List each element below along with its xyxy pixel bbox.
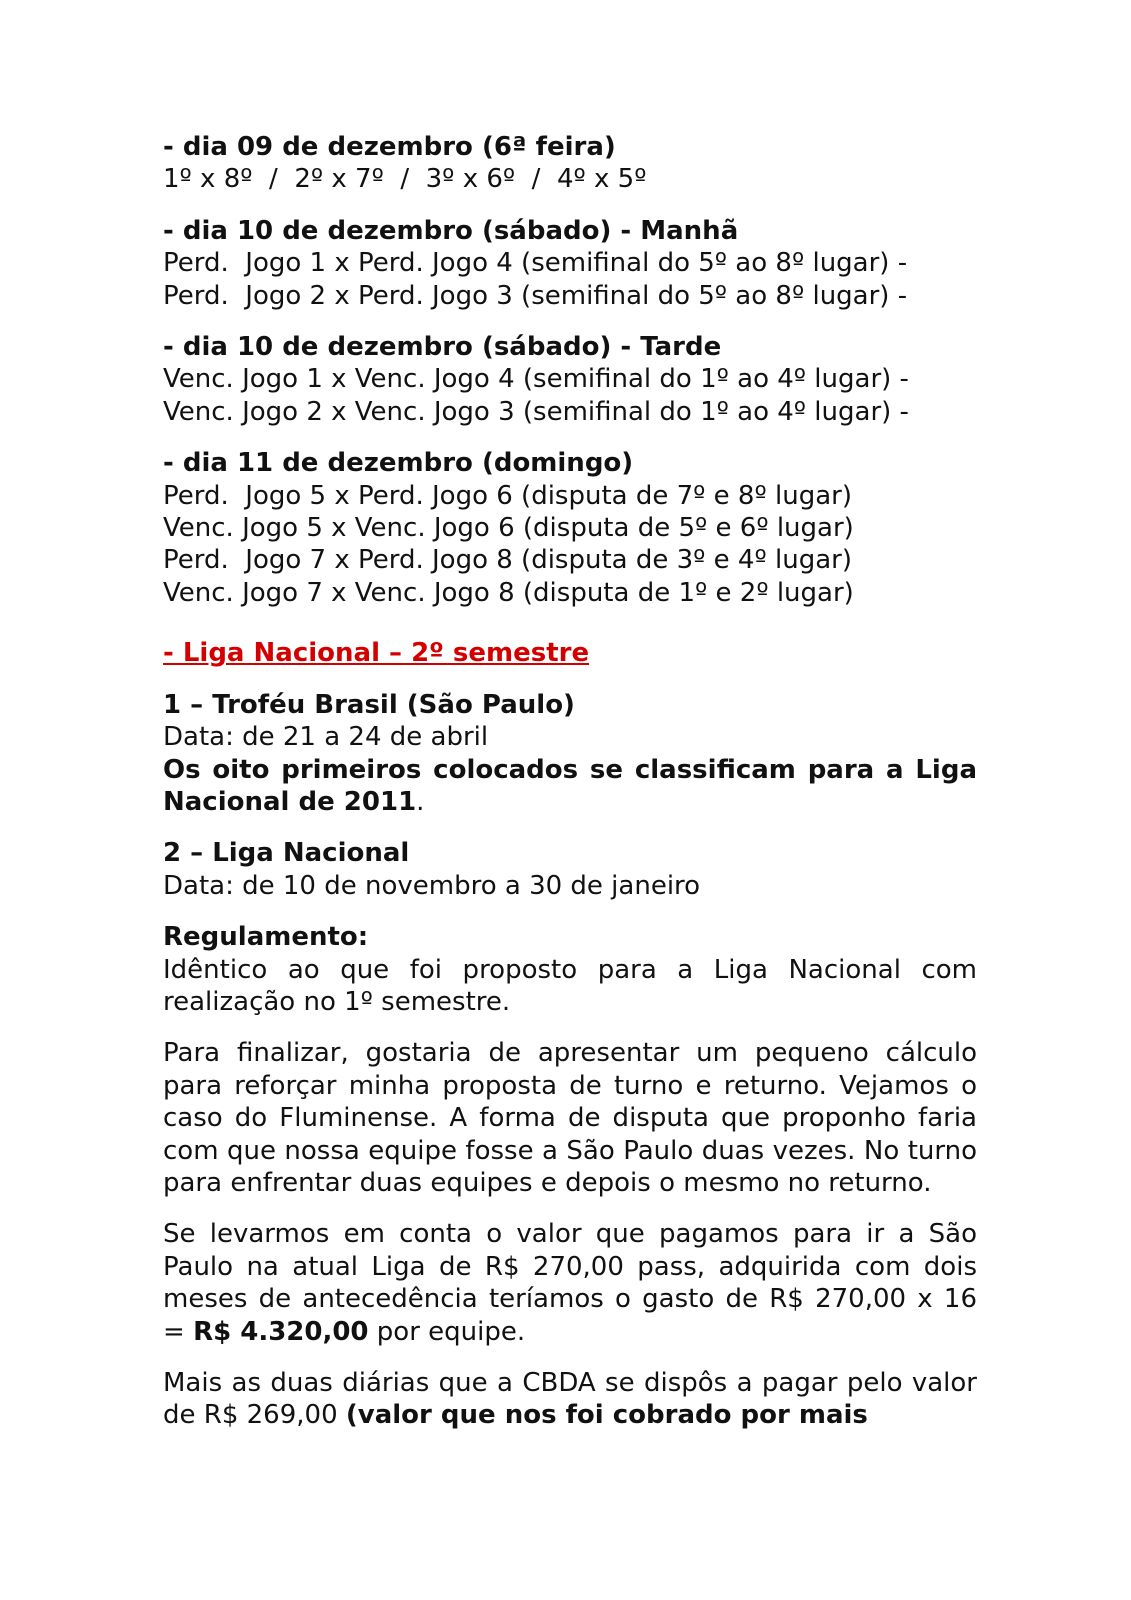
day10-afternoon-line-2: Venc. Jogo 2 x Venc. Jogo 3 (semifinal do 1º ao 4º lugar) - <box>163 396 909 427</box>
item1-note <box>163 754 977 819</box>
document-page <box>163 131 977 1432</box>
paragraph-2 <box>163 1218 977 1348</box>
day10-afternoon-line-1: Venc. Jogo 1 x Venc. Jogo 4 (semifinal do 1º ao 4º lugar) - <box>163 364 909 395</box>
paragraph-2-total: R$ 4.320,00 <box>193 1316 369 1347</box>
day09-games: 1º x 8º / 2º x 7º / 3º x 6º / 4º x 5º <box>163 164 647 195</box>
day11-line-4: Venc. Jogo 7 x Venc. Jogo 8 (disputa de 1º e 2º lugar) <box>163 577 854 608</box>
day10-afternoon-title: - dia 10 de dezembro (sábado) - Tarde <box>163 332 722 363</box>
paragraph-3 <box>163 1367 977 1432</box>
regulamento-text: Idêntico ao que foi proposto para a Liga Nacional com realização no 1º semestre. <box>163 954 977 1017</box>
day10-morning-line-1: Perd. Jogo 1 x Perd. Jogo 4 (semifinal do 5º ao 8º lugar) - <box>163 248 908 279</box>
paragraph-2-text: Se levarmos em conta o valor que pagamos para ir a São Paulo na atual Liga de R$ 270,00 pass, adquirida com dois meses de antecedência teríamos o gasto de R$ 270,00 x 16 = <box>163 1219 977 1347</box>
paragraph-3-bold: (valor que nos foi cobrado por mais <box>345 1400 868 1431</box>
paragraph-2-end: por equipe. <box>368 1316 526 1347</box>
item2-title: 2 – Liga Nacional <box>163 838 410 869</box>
day11-line-3: Perd. Jogo 7 x Perd. Jogo 8 (disputa de 3º e 4º lugar) <box>163 545 852 576</box>
item1-date: Data: de 21 a 24 de abril <box>163 722 489 753</box>
day09-title: - dia 09 de dezembro (6ª feira) <box>163 132 616 162</box>
regulamento-title: Regulamento: <box>163 922 369 953</box>
day11-title: - dia 11 de dezembro (domingo) <box>163 448 634 479</box>
item1-title: 1 – Troféu Brasil (São Paulo) <box>163 689 575 720</box>
day11-line-1: Perd. Jogo 5 x Perd. Jogo 6 (disputa de 7º e 8º lugar) <box>163 480 852 511</box>
day10-morning-line-2: Perd. Jogo 2 x Perd. Jogo 3 (semifinal do 5º ao 8º lugar) - <box>163 280 908 311</box>
item1-note-bold: Os oito primeiros colocados se classificam para a Liga Nacional de 2011 <box>163 754 977 817</box>
day11-line-2: Venc. Jogo 5 x Venc. Jogo 6 (disputa de 5º e 6º lugar) <box>163 513 854 544</box>
item1-note-end: . <box>416 786 425 817</box>
paragraph-1: Para finalizar, gostaria de apresentar um pequeno cálculo para reforçar minha proposta de turno e returno. Vejamos o caso do Fluminense. A forma de disputa que proponho faria com que nossa equipe fosse a São Paulo duas vezes. No turno para enfrentar duas equipes e depois o mesmo no returno. <box>163 1038 977 1198</box>
day10-morning-title: - dia 10 de dezembro (sábado) - Manhã <box>163 215 739 246</box>
item2-date: Data: de 10 de novembro a 30 de janeiro <box>163 870 701 901</box>
paragraph-3-text: Mais as duas diárias que a CBDA se dispôs a pagar pelo valor de R$ 269,00 <box>163 1368 977 1431</box>
section-heading: - Liga Nacional – 2º semestre <box>163 638 590 669</box>
